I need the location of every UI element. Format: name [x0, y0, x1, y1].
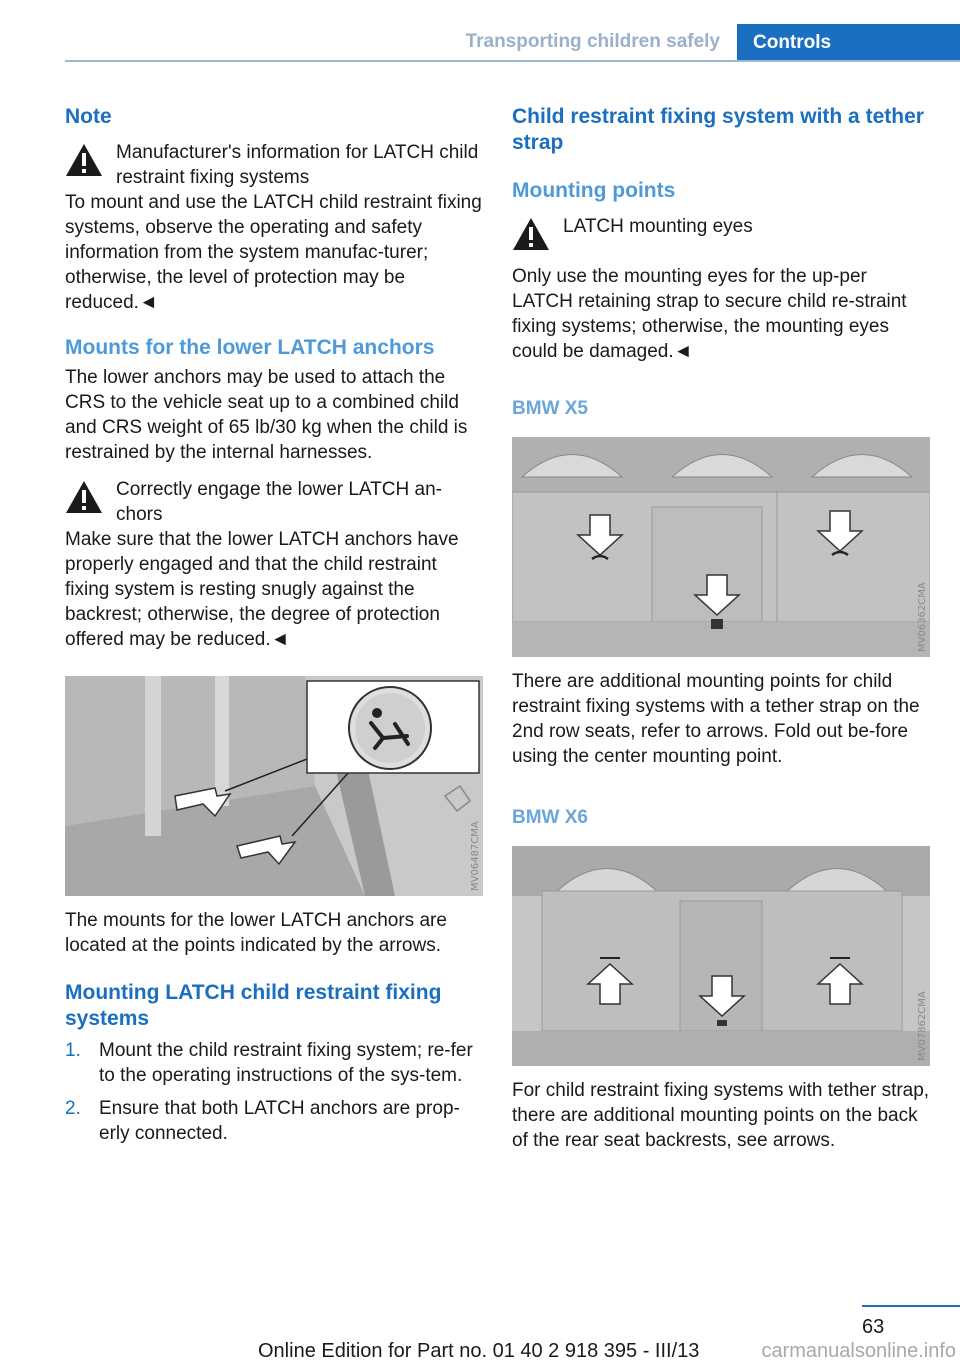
- engage-warning: [65, 477, 485, 529]
- page-number: 63: [862, 1316, 885, 1338]
- eyes-warning-body: Only use the mounting eyes for the up-per LATCH retaining strap to secure child re-straint fixing systems; otherwise, the mounting eyes could be damaged.◄: [512, 266, 907, 362]
- figure-code: MV06362CMA: [917, 582, 928, 652]
- note-warning: [65, 140, 485, 192]
- warning-triangle-icon: [65, 143, 103, 177]
- watermark: carmanualsonline.info: [761, 1340, 956, 1362]
- note-warning-body: To mount and use the LATCH child restraint fixing systems, observe the operating and safety information from the system manufac-turer; otherwise, the level of protection may be reduced.◄: [65, 192, 482, 313]
- latch-figure-caption: The mounts for the lower LATCH anchors are located at the points indicated by the arrows.: [65, 910, 447, 956]
- figure-code: MV07862CMA: [917, 991, 928, 1061]
- step-item: [65, 1038, 485, 1088]
- footer-rule: [862, 1305, 960, 1307]
- x6-label: BMW X6: [512, 807, 588, 828]
- tether-heading: Child restraint fixing system with a tether strap: [512, 105, 924, 154]
- mounting-points-heading: Mounting points: [512, 179, 676, 202]
- step-item: [65, 1096, 485, 1146]
- x5-label: BMW X5: [512, 398, 588, 419]
- step-text: Ensure that both LATCH anchors are prop-erly connected.: [99, 1098, 460, 1144]
- note-heading: Note: [65, 105, 112, 128]
- figure-code: MV06487CMA: [470, 821, 481, 891]
- left-column: [65, 104, 485, 1146]
- x5-cargo-illustration: [512, 437, 930, 657]
- x5-figure: [512, 437, 930, 657]
- x5-caption: There are additional mounting points for child restraint fixing systems with a tether strap on the 2nd row seats, refer to arrows. Fold out be-fore using the center mounting point.: [512, 671, 920, 767]
- engage-warning-title: Correctly engage the lower LATCH an-chors: [116, 479, 442, 525]
- header-section-title: Transporting children safely: [465, 31, 720, 52]
- eyes-warning: [512, 214, 932, 266]
- header-chapter-label: Controls: [753, 32, 832, 53]
- warning-triangle-icon: [65, 480, 103, 514]
- x6-cargo-illustration: [512, 846, 930, 1066]
- header-rule: [65, 60, 960, 62]
- edition-line: Online Edition for Part no. 01 40 2 918 395 - III/13: [258, 1340, 700, 1362]
- mounts-heading: Mounts for the lower LATCH anchors: [65, 336, 435, 359]
- warning-triangle-icon: [512, 217, 550, 251]
- note-warning-title: Manufacturer's information for LATCH child restraint fixing systems: [116, 142, 479, 188]
- step-number: 2.: [65, 1098, 81, 1119]
- latch-anchors-figure: [65, 676, 483, 896]
- x6-caption: For child restraint fixing systems with tether strap, there are additional mounting points on the back of the rear seat backrests, see arrows.: [512, 1080, 930, 1151]
- mounts-body: The lower anchors may be used to attach the CRS to the vehicle seat up to a combined child and CRS weight of 65 lb/30 kg when the child is restrained by the internal harnesses.: [65, 367, 468, 463]
- step-text: Mount the child restraint fixing system; re-fer to the operating instructions of the sys-tem.: [99, 1040, 473, 1086]
- step-number: 1.: [65, 1040, 81, 1061]
- engage-warning-body: Make sure that the lower LATCH anchors have properly engaged and that the child restraint fixing system is resting snugly against the backrest; otherwise, the degree of protection offered may be reduced.◄: [65, 529, 459, 650]
- mounting-latch-heading: Mounting LATCH child restraint fixing systems: [65, 981, 442, 1030]
- latch-anchors-illustration: [65, 676, 483, 896]
- header-chapter-tab: [737, 24, 960, 62]
- right-column: [512, 104, 932, 1153]
- eyes-warning-title: LATCH mounting eyes: [563, 216, 753, 237]
- x6-figure: [512, 846, 930, 1066]
